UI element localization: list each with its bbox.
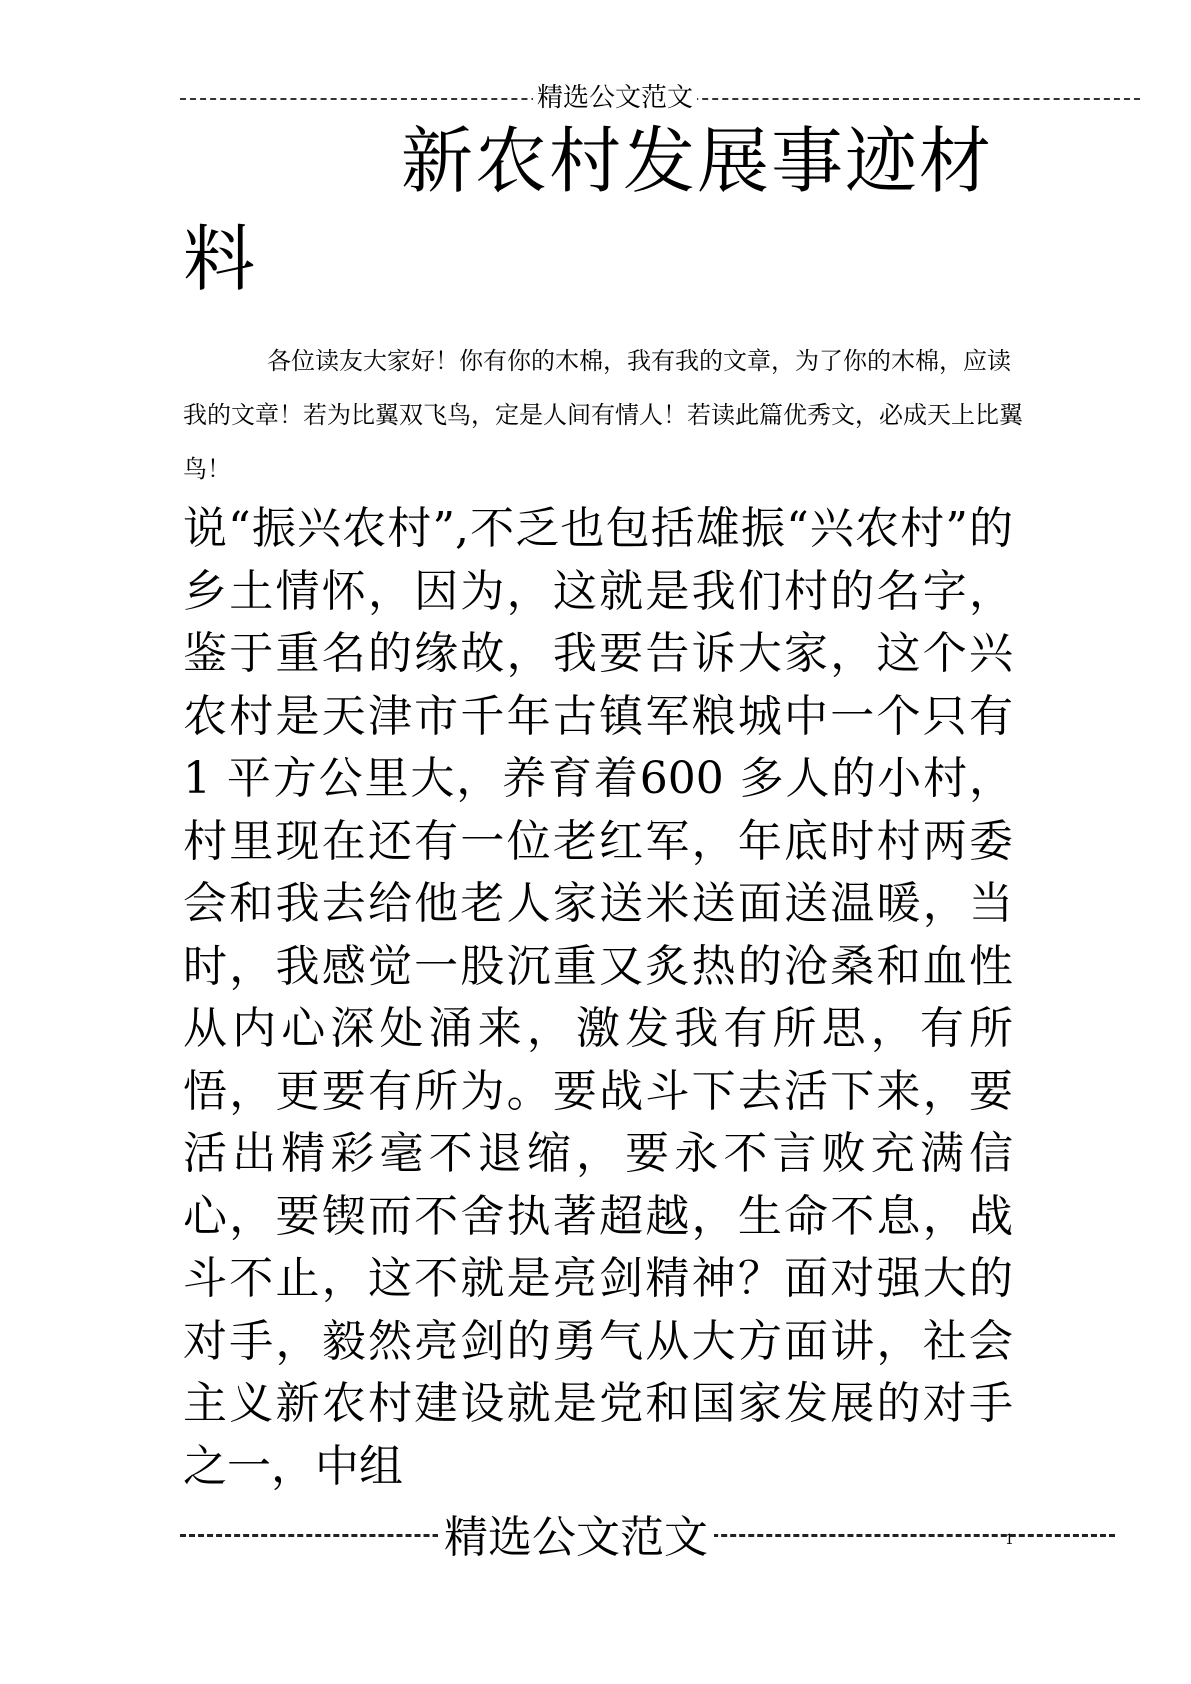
page-number: 1 [1005, 1532, 1014, 1548]
header-label: 精选公文范文 [533, 83, 697, 113]
document-title: 新农村发展事迹材料 [183, 119, 994, 301]
page-footer [180, 1512, 1115, 1564]
body-paragraph: 说“振兴农村”,不乏也包括雄振“兴农村”的乡土情怀，因为，这就是我们村的名字，鉴于重名的缘故，我要告诉大家，这个兴农村是天津市千年古镇军粮城中一个只有 1 平方公里大，养育着600 多人的小村，村里现在还有一位老红军，年底时村两委会和我去给他老人家送米送面送温暖，当时，我感觉一股沉重又炙热的沧桑和血性从内心深处涌来，激发我有所思，有所悟，更要有所为。要战斗下去活下来，要活出精彩毫不退缩，要永不言败充满信心，要锲而不舍执著超越，生命不息，战斗不止，这不就是亮剑精神？面对强大的对手，毅然亮剑的勇气从大方面讲，社会主义新农村建设就是党和国家发展的对手之一，中组 [183, 503, 1013, 1492]
footer-label: 精选公文范文 [438, 1512, 714, 1564]
intro-paragraph: 各位读友大家好！你有你的木棉，我有我的文章，为了你的木棉，应读我的文章！若为比翼双飞鸟，定是人间有情人！若读此篇优秀文，必成天上比翼鸟！ [183, 347, 1023, 483]
page-header [180, 83, 1140, 113]
